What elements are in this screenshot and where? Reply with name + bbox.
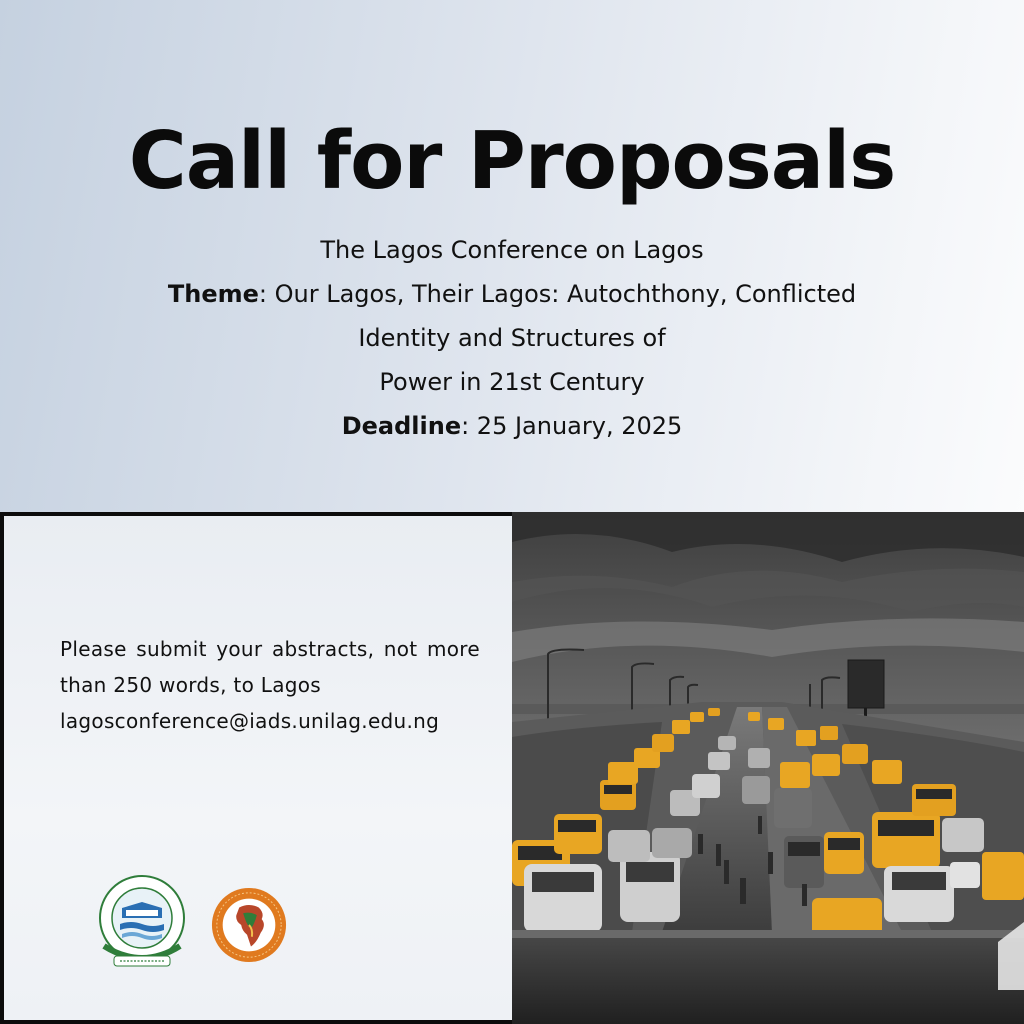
conference-name: The Lagos Conference on Lagos <box>320 236 704 264</box>
theme-line-1 <box>0 272 1024 316</box>
deadline-line <box>0 404 1024 448</box>
submission-panel <box>0 512 512 1024</box>
theme-label: Theme <box>167 280 259 308</box>
theme-line-3: Power in 21st Century <box>379 368 645 396</box>
page-title: Call for Proposals <box>128 115 896 207</box>
deadline-label: Deadline <box>341 412 462 440</box>
conference-details <box>0 228 1024 448</box>
theme-line-2: Identity and Structures of <box>358 324 666 352</box>
traffic-photo <box>512 512 1024 1024</box>
unilag-logo <box>92 872 192 972</box>
iads-logo <box>210 886 288 964</box>
lower-section <box>0 512 1024 1024</box>
traffic-scene <box>512 512 1024 1024</box>
foreground-wall <box>512 930 1024 1024</box>
deadline-value: : 25 January, 2025 <box>461 412 683 440</box>
logos <box>92 872 312 982</box>
billboard <box>848 660 884 708</box>
theme-text-1: : Our Lagos, Their Lagos: Autochthony, Conflicted <box>258 280 857 308</box>
submission-instructions <box>60 631 480 739</box>
submission-email[interactable]: lagosconference@iads.unilag.edu.ng <box>60 709 440 733</box>
submission-text: Please submit your abstracts, not more than 250 words, to Lagos <box>60 637 480 697</box>
